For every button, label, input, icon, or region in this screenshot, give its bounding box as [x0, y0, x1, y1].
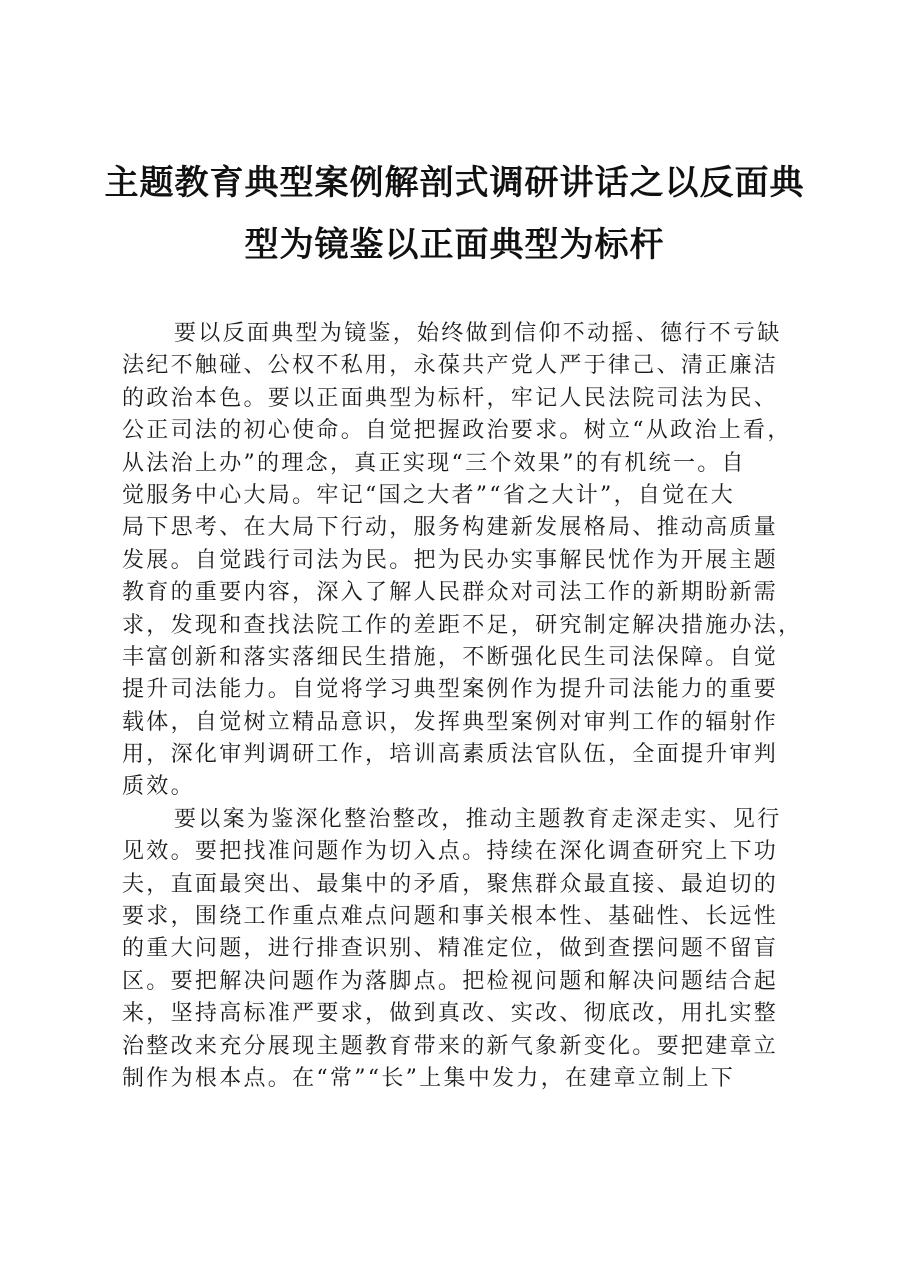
text-line: 质效。 [122, 774, 195, 800]
text-line: 局下思考、在大局下行动，服务构建新发展格局、推动高质量 [122, 515, 779, 541]
text-line: 治整改来充分展现主题教育带来的新气象新变化。要把建章立 [122, 1033, 779, 1059]
paragraph-1 [122, 318, 802, 804]
text-line: 用，深化审判调研工作，培训高素质法官队伍，全面提升审判 [122, 742, 779, 768]
text-line: 制作为根本点。在“常”“长”上集中发力，在建章立制上下 [122, 1065, 736, 1091]
text-line: 求，发现和查找法院工作的差距不足，研究制定解决措施办法， [122, 612, 803, 638]
text-line: 发展。自觉践行司法为民。把为民办实事解民忧作为开展主题 [122, 547, 779, 573]
text-line: 的政治本色。要以正面典型为标杆，牢记人民法院司法为民、 [122, 385, 779, 411]
text-line: 要求，围绕工作重点难点问题和事关根本性、基础性、长远性 [122, 904, 779, 930]
title-line-1: 主题教育典型案例解剖式调研讲话之以反面典 [104, 163, 805, 203]
document-title [100, 152, 809, 276]
text-line: 从法治上办”的理念，真正实现“三个效果”的有机统一。自 [122, 450, 746, 476]
title-line-2: 型为镜鉴以正面典型为标杆 [244, 225, 665, 265]
document-body [122, 318, 802, 1095]
text-line: 见效。要把找准问题作为切入点。持续在深化调查研究上下功 [122, 839, 779, 865]
text-line: 觉服务中心大局。牢记“国之大者”“省之大计”，自觉在大 [122, 482, 736, 508]
text-line: 区。要把解决问题作为落脚点。把检视问题和解决问题结合起 [122, 968, 779, 994]
text-line: 来，坚持高标准严要求，做到真改、实改、彻底改，用扎实整 [122, 1001, 779, 1027]
text-line: 丰富创新和落实落细民生措施，不断强化民生司法保障。自觉 [122, 644, 779, 670]
text-line: 要以反面典型为镜鉴，始终做到信仰不动摇、德行不亏缺 [174, 321, 782, 346]
text-line: 的重大问题，进行排查识别、精准定位，做到查摆问题不留盲 [122, 936, 779, 962]
text-line: 法纪不触碰、公权不私用，永葆共产党人严于律己、清正廉洁 [122, 353, 779, 379]
text-line: 公正司法的初心使命。自觉把握政治要求。树立“从政治上看， [122, 418, 792, 444]
text-line: 夫，直面最突出、最集中的矛盾，聚焦群众最直接、最迫切的 [122, 871, 779, 897]
text-line: 载体，自觉树立精品意识，发挥典型案例对审判工作的辐射作 [122, 709, 779, 735]
text-line: 提升司法能力。自觉将学习典型案例作为提升司法能力的重要 [122, 677, 779, 703]
text-line: 要以案为鉴深化整治整改，推动主题教育走深走实、见行 [174, 806, 782, 832]
paragraph-2 [122, 804, 802, 1096]
text-line: 教育的重要内容，深入了解人民群众对司法工作的新期盼新需 [122, 580, 779, 606]
